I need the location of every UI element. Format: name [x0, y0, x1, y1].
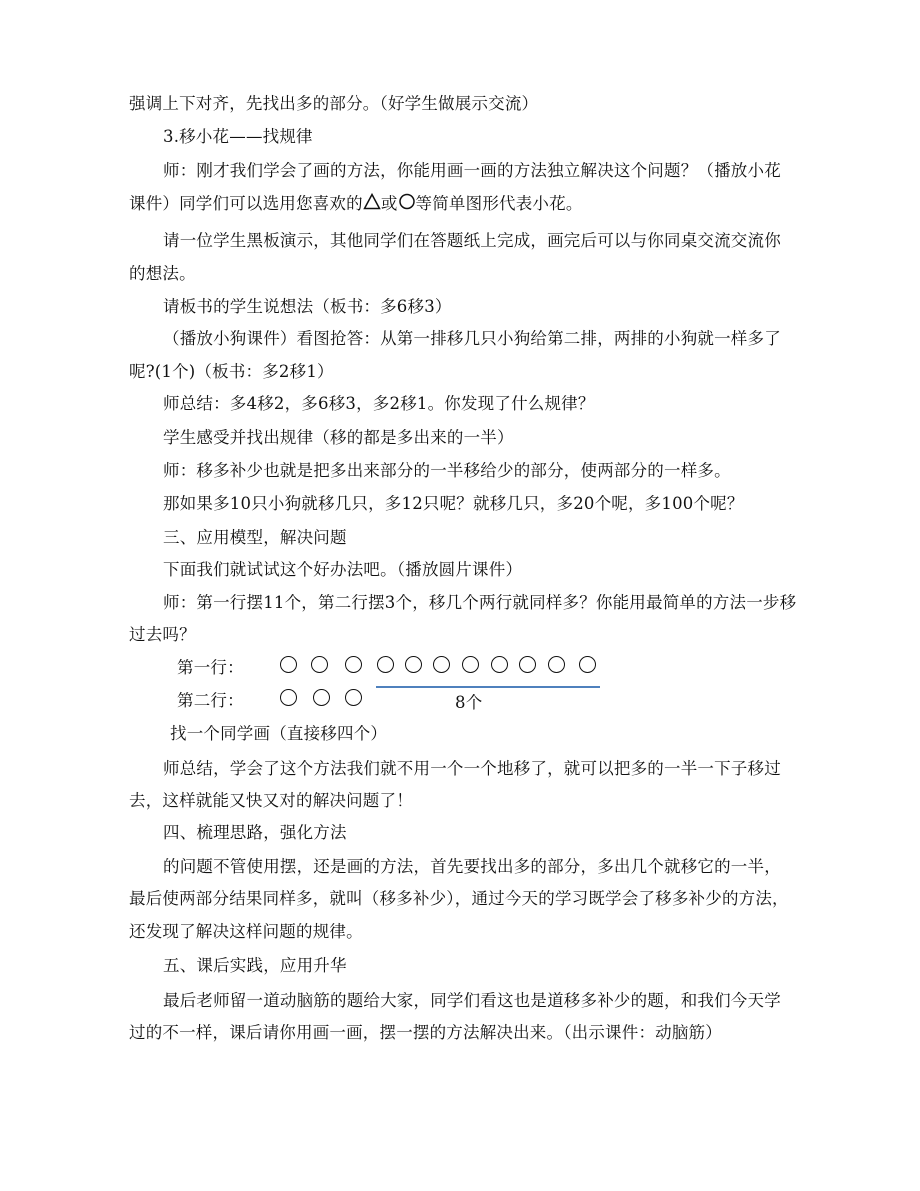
text-line: 的问题不管使用摆，还是画的方法，首先要找出多的部分，多出几个就移它的一半， — [163, 857, 781, 876]
section-heading: 三、应用模型，解决问题 — [163, 528, 347, 547]
text-line: 师：移多补少也就是把多出来部分的一半移给少的部分，使两部分的一样多。 — [163, 461, 731, 480]
circle-mark — [311, 656, 328, 673]
text-line: 师：刚才我们学会了画的方法，你能用画一画的方法独立解决这个问题？（播放小花 — [163, 161, 781, 180]
row1-circles — [280, 656, 600, 678]
text-line: 学生感受并找出规律（移的都是多出来的一半） — [163, 428, 514, 447]
circle-mark — [345, 656, 362, 673]
text-line: 最后使两部分结果同样多，就叫（移多补少），通过今天的学习既学会了移多补少的方法， — [129, 889, 789, 908]
text-line: 请板书的学生说想法（板书：多6移3） — [163, 297, 452, 316]
row1-label: 第一行： — [177, 658, 244, 677]
circle-mark — [579, 656, 596, 673]
text-line: 师总结，学会了这个方法我们就不用一个一个地移了，就可以把多的一半一下子移过 — [163, 759, 781, 778]
circle-mark — [462, 656, 479, 673]
text-line: 师总结：多4移2，多6移3，多2移1。你发现了什么规律？ — [163, 394, 595, 413]
circle-mark — [548, 656, 565, 673]
text-line — [129, 193, 583, 215]
circle-icon — [398, 193, 416, 210]
text-line: 呢?(1个)（板书：多2移1） — [129, 362, 334, 381]
section-heading: 五、课后实践，应用升华 — [163, 956, 347, 975]
count-label: 8个 — [455, 693, 483, 712]
circle-mark — [519, 656, 536, 673]
circle-mark — [433, 656, 450, 673]
circle-mark — [280, 689, 297, 706]
text-line: 过去吗？ — [129, 625, 196, 644]
difference-underline — [376, 686, 600, 688]
text-line: 去，这样就能又快又对的解决问题了！ — [129, 791, 413, 810]
circle-mark — [377, 656, 394, 673]
circle-mark — [491, 656, 508, 673]
text-line: 还发现了解决这样问题的规律。 — [129, 922, 363, 941]
text-line: 找一个同学画（直接移四个） — [170, 724, 388, 743]
text-line: 那如果多10只小狗就移几只，多12只呢？就移几只，多20个呢，多100个呢？ — [163, 494, 744, 513]
text-line: 下面我们就试试这个好办法吧。（播放圆片课件） — [163, 560, 523, 579]
row2-circles — [280, 689, 380, 711]
circle-mark — [345, 689, 362, 706]
section-heading: 四、梳理思路，强化方法 — [163, 823, 347, 842]
text-span: 或 — [380, 194, 398, 213]
circle-mark — [405, 656, 422, 673]
text-line: 请一位学生黑板演示，其他同学们在答题纸上完成，画完后可以与你同桌交流交流你 — [163, 231, 781, 250]
section-heading: 3.移小花——找规律 — [163, 127, 313, 146]
triangle-icon — [363, 193, 381, 210]
text-line: （播放小狗课件）看图抢答：从第一排移几只小狗给第二排，两排的小狗就一样多了 — [163, 329, 781, 348]
text-line: 强调上下对齐，先找出多的部分。（好学生做展示交流） — [129, 94, 539, 113]
row2-label: 第二行： — [177, 691, 244, 710]
text-line: 过的不一样，课后请你用画一画，摆一摆的方法解决出来。（出示课件：动脑筋） — [129, 1023, 722, 1042]
circle-mark — [313, 689, 330, 706]
text-line: 师：第一行摆11个，第二行摆3个，移几个两行就同样多？你能用最简单的方法一步移 — [163, 593, 797, 612]
text-line: 最后老师留一道动脑筋的题给大家，同学们看这也是道移多补少的题，和我们今天学 — [163, 991, 781, 1010]
text-span: 课件）同学们可以选用您喜欢的 — [129, 194, 363, 213]
text-span: 等简单图形代表小花。 — [415, 194, 583, 213]
text-line: 的想法。 — [129, 264, 196, 283]
circle-mark — [280, 656, 297, 673]
